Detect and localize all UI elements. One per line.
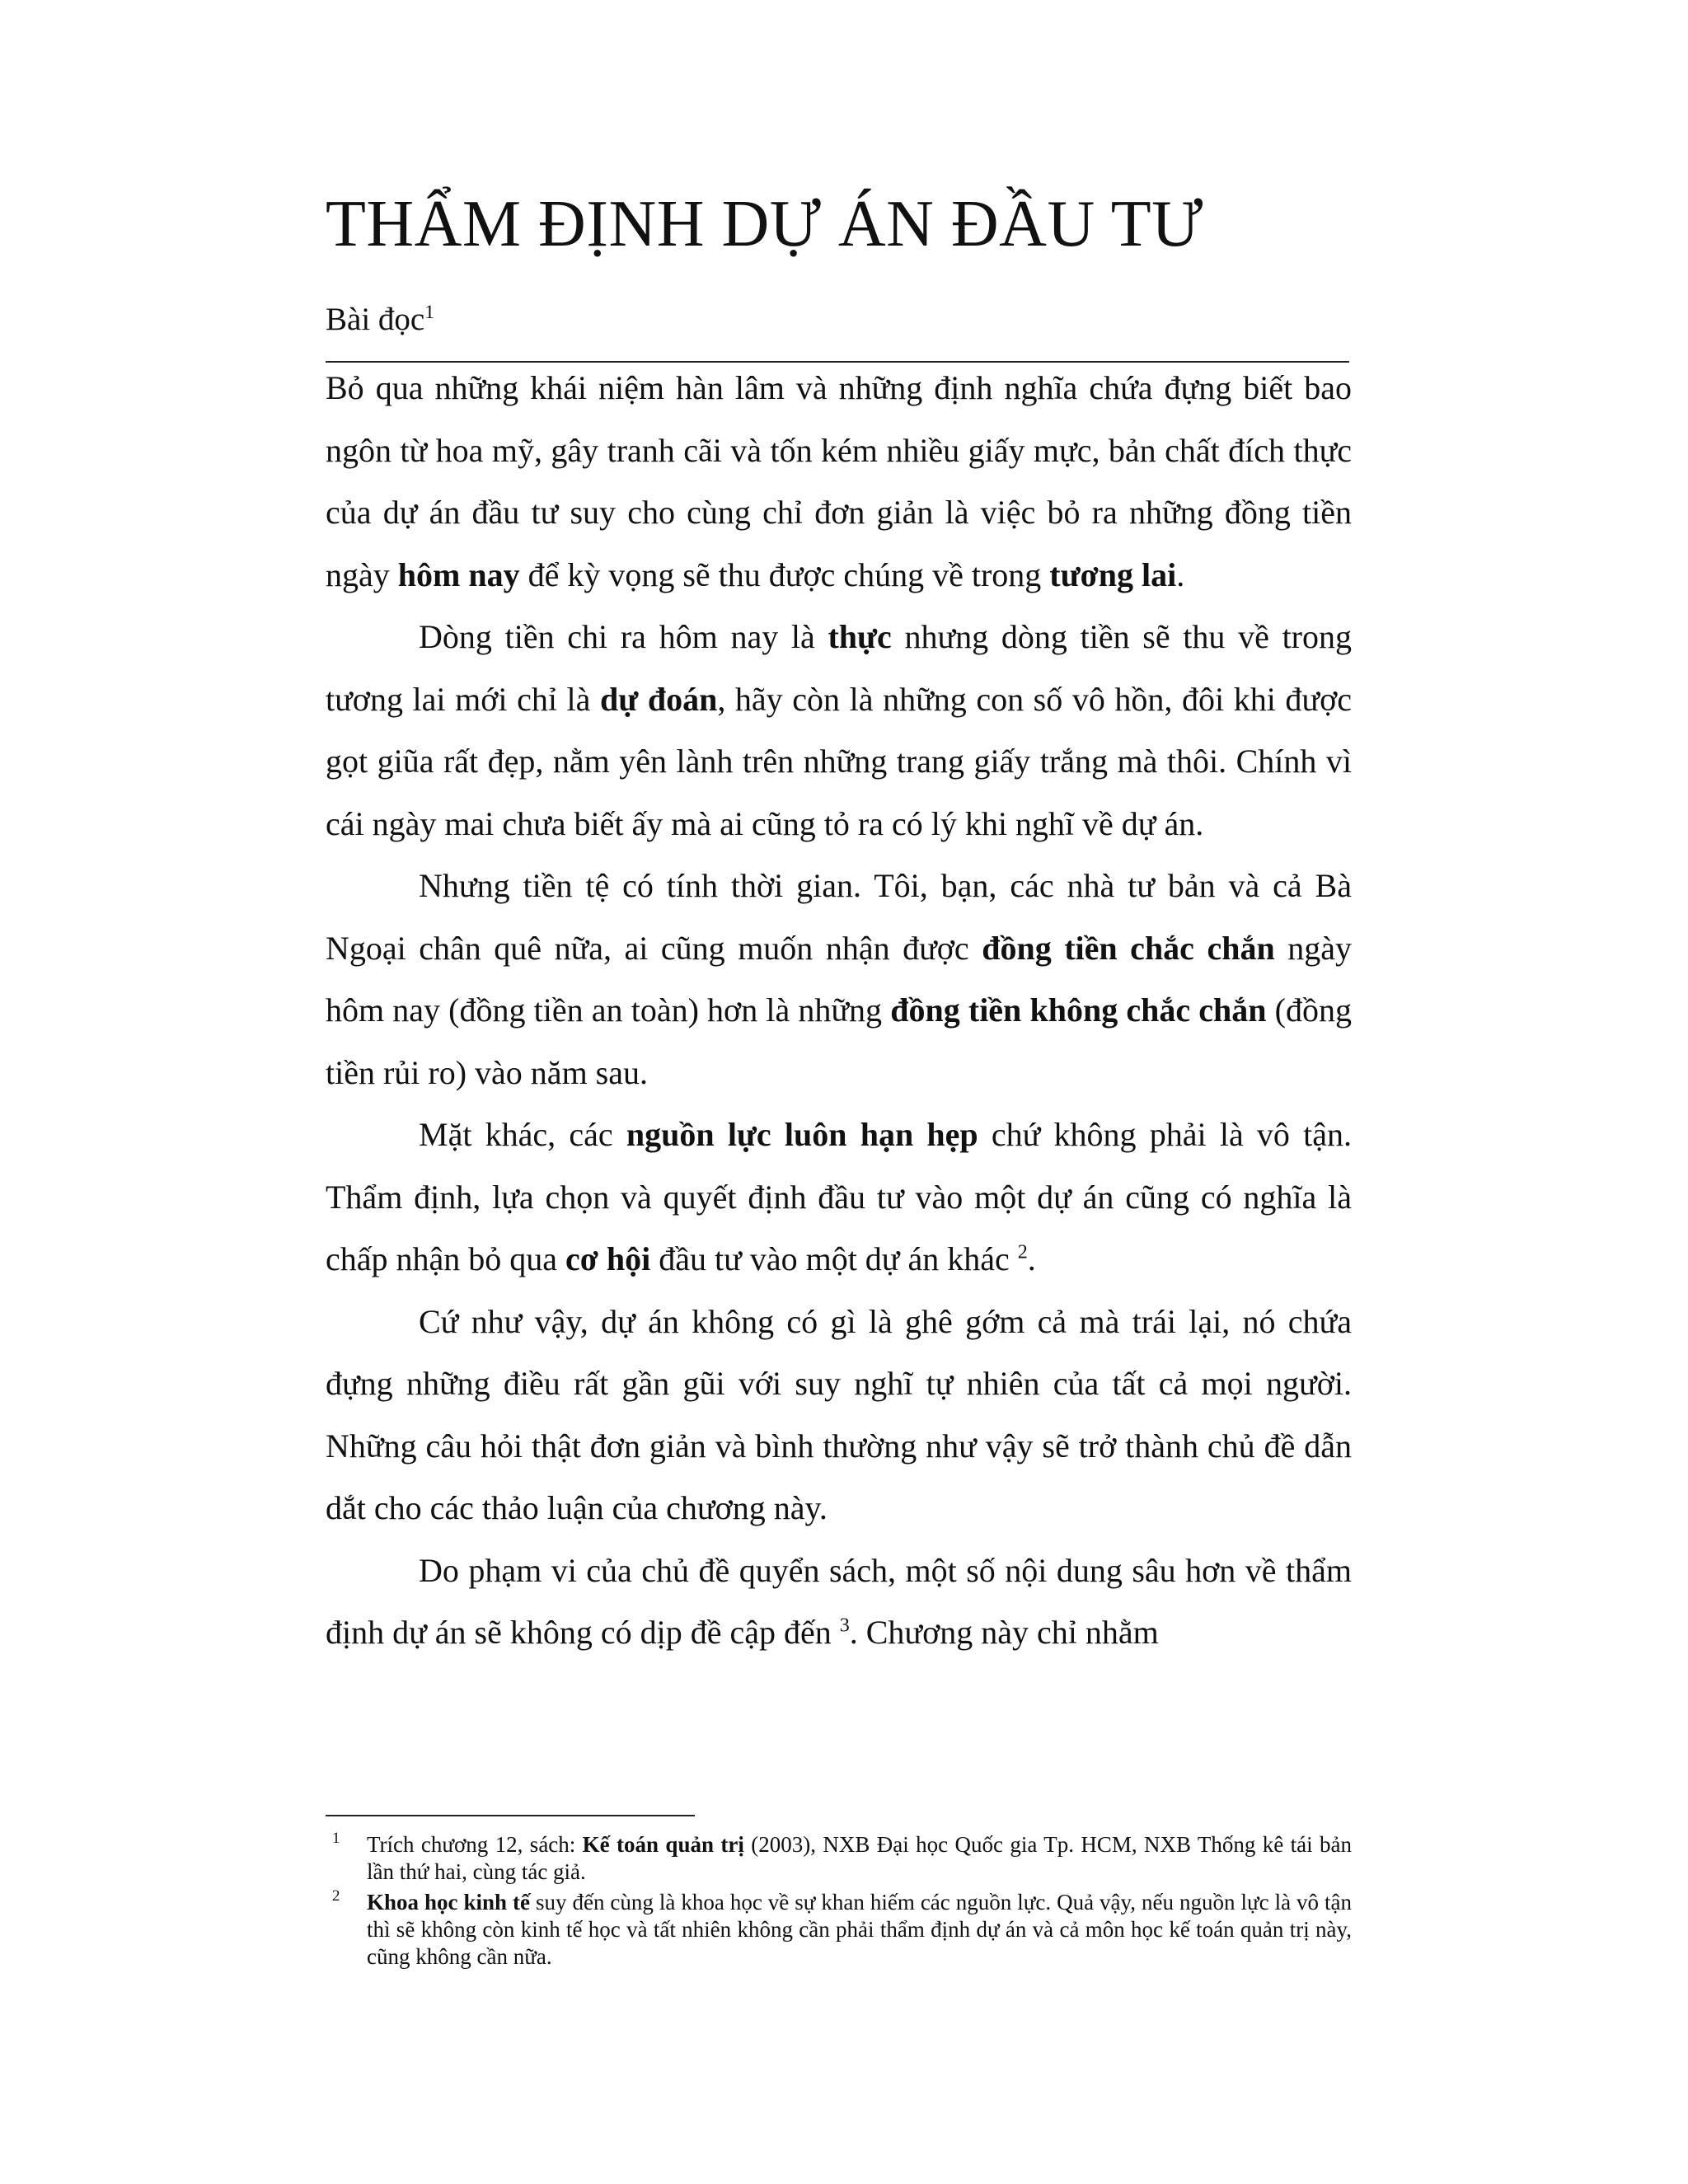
- bold-text: Khoa học kinh tế: [367, 1890, 530, 1915]
- bold-text: thực: [828, 618, 892, 655]
- text-run: Mặt khác, các: [419, 1116, 626, 1153]
- bold-text: dự đoán: [600, 680, 718, 718]
- bold-text: đồng tiền chắc chắn: [982, 929, 1275, 967]
- reading-label: [326, 298, 434, 341]
- body-text: [326, 357, 1352, 1664]
- body-paragraph: [326, 357, 1352, 606]
- text-run: Cứ như vậy, dự án không có gì là ghê gớm cả mà trái lại, nó chứa đựng những điều rất gần gũi với suy nghĩ tự nhiên của tất cả mọi người. Những câu hỏi thật đơn giản và bình thường như vậy sẽ trở thành chủ đề dẫn dắt cho các thảo luận của chương này.: [326, 1302, 1352, 1526]
- footnote-divider: [326, 1815, 695, 1816]
- body-paragraph: [326, 855, 1352, 1104]
- bold-text: cơ hội: [565, 1240, 651, 1277]
- footnote-ref[interactable]: 2: [1017, 1241, 1028, 1263]
- reading-label-text: Bài đọc: [326, 302, 425, 337]
- bold-text: đồng tiền không chắc chắn: [890, 991, 1267, 1029]
- footnote-number: 2: [332, 1887, 340, 1905]
- footnotes: [326, 1831, 1352, 1974]
- text-run: nhưng dòng tiền sẽ thu về trong tương lai mới chỉ là: [326, 618, 1352, 718]
- page-title: THẨM ĐỊNH DỰ ÁN ĐẦU TƯ: [326, 188, 1203, 260]
- body-paragraph: [326, 1540, 1352, 1664]
- text-run: suy đến cùng là khoa học về sự khan hiếm các nguồn lực. Quả vậy, nếu nguồn lực là vô tận thì sẽ không còn kinh tế học và tất nhiên không cần phải thẩm định dự án và cả môn học kế toán quản trị này, cũng không cần nữa.: [367, 1890, 1352, 1969]
- text-run: để kỳ vọng sẽ thu được chúng về trong: [519, 555, 1050, 593]
- body-paragraph: [326, 1291, 1352, 1540]
- bold-text: hôm nay: [397, 555, 520, 593]
- text-run: Bỏ qua những khái niệm hàn lâm và những định nghĩa chứa đựng biết bao ngôn từ hoa mỹ, gây tranh cãi và tốn kém nhiều giấy mực, bản chất đích thực của dự án đầu tư suy cho cùng chỉ đơn giản là việc bỏ ra những đồng tiền ngày: [326, 369, 1352, 593]
- text-run: .: [1027, 1240, 1036, 1277]
- text-run: chứ không phải là vô tận. Thẩm định, lựa chọn và quyết định đầu tư vào một dự án cũng có nghĩa là chấp nhận bỏ qua: [326, 1116, 1353, 1277]
- text-run: Nhưng tiền tệ có tính thời gian. Tôi, bạn, các nhà tư bản và cả Bà Ngoại chân quê nữa, ai cũng muốn nhận được: [326, 867, 1352, 967]
- footnote: [326, 1831, 1352, 1886]
- text-run: đầu tư vào một dự án khác: [650, 1240, 1018, 1277]
- text-run: (đồng tiền rủi ro) vào năm sau.: [326, 991, 1352, 1091]
- text-run: Trích chương 12, sách:: [367, 1832, 583, 1857]
- footnote: [326, 1889, 1352, 1971]
- text-run: .: [1176, 555, 1185, 593]
- bold-text: nguồn lực luôn hạn hẹp: [626, 1116, 978, 1153]
- text-run: . Chương này chỉ nhằm: [849, 1614, 1159, 1651]
- bold-text: tương lai: [1049, 555, 1177, 593]
- text-run: (2003), NXB Đại học Quốc gia Tp. HCM, NXB Thống kê tái bản lần thứ hai, cùng tác giả.: [367, 1832, 1352, 1884]
- text-run: Do phạm vi của chủ đề quyển sách, một số nội dung sâu hơn về thẩm định dự án sẽ không có dịp đề cập đến: [326, 1551, 1352, 1651]
- body-paragraph: [326, 1104, 1352, 1291]
- text-run: , hãy còn là những con số vô hồn, đôi khi được gọt giũa rất đẹp, nằm yên lành trên những trang giấy trắng mà thôi. Chính vì cái ngày mai chưa biết ấy mà ai cũng tỏ ra có lý khi nghĩ về dự án.: [326, 680, 1353, 842]
- body-paragraph: [326, 606, 1352, 855]
- footnote-number: 1: [332, 1830, 340, 1847]
- footnote-ref[interactable]: 3: [839, 1615, 850, 1637]
- text-run: Dòng tiền chi ra hôm nay là: [419, 618, 828, 655]
- bold-text: Kế toán quản trị: [582, 1832, 744, 1857]
- footnote-ref-1[interactable]: 1: [424, 302, 434, 323]
- text-run: ngày hôm nay (đồng tiền an toàn) hơn là những: [326, 929, 1352, 1029]
